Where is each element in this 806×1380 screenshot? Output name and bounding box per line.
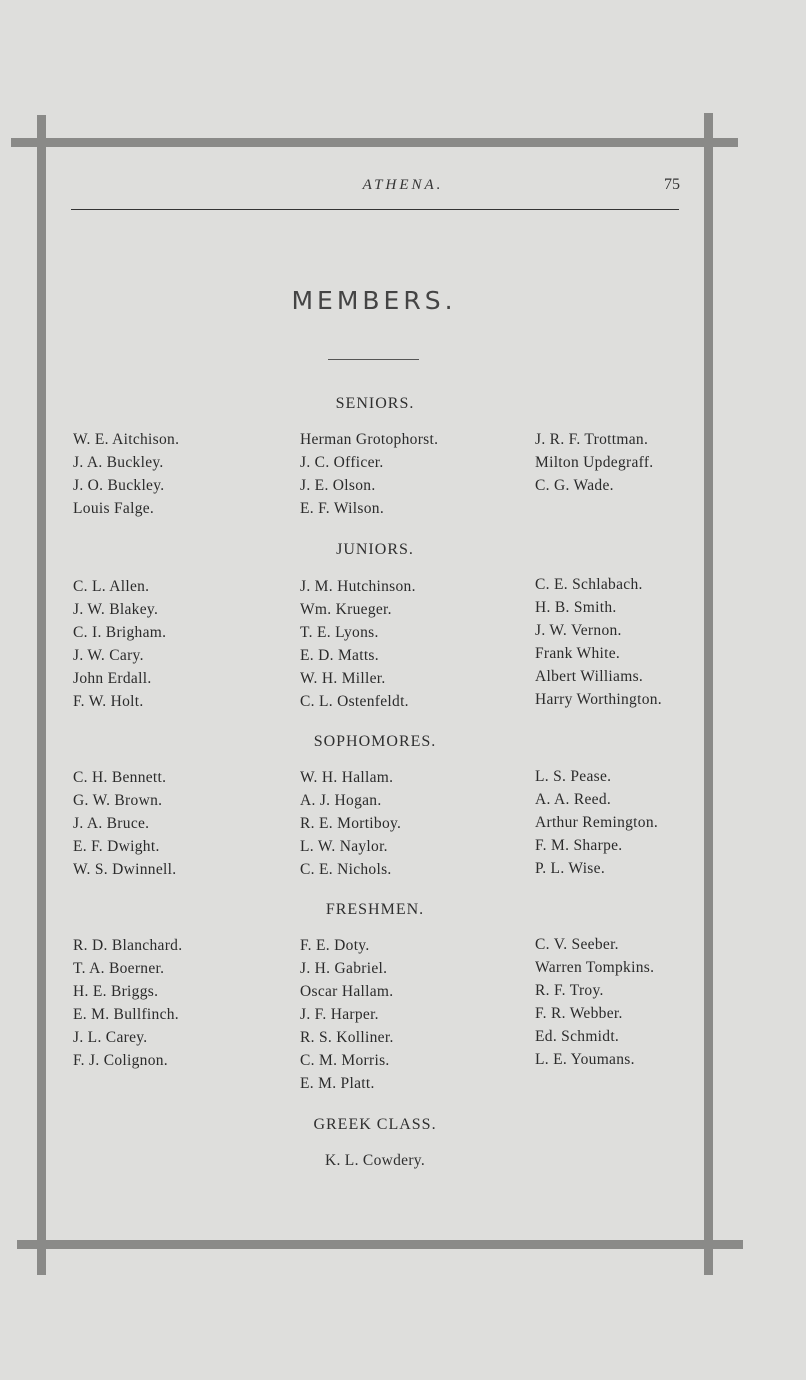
list-item: J. W. Cary.	[73, 647, 144, 664]
freshmen-column-2	[300, 934, 394, 1095]
section-heading-greek-class: GREEK CLASS.	[313, 1116, 437, 1133]
list-item: L. E. Youmans.	[535, 1051, 635, 1068]
list-item: Harry Worthington.	[535, 691, 662, 708]
list-item: E. M. Bullfinch.	[73, 1006, 179, 1023]
list-item: E. M. Platt.	[300, 1075, 375, 1092]
list-item: C. L. Ostenfeldt.	[300, 693, 409, 710]
seniors-column-3	[535, 428, 653, 497]
page-number: 75	[664, 176, 680, 193]
frame-top-rule	[11, 138, 738, 147]
list-item: W. H. Hallam.	[300, 769, 394, 786]
header-rule	[71, 209, 679, 210]
list-item: G. W. Brown.	[73, 792, 163, 809]
list-item: Warren Tompkins.	[535, 959, 655, 976]
list-item: Arthur Remington.	[535, 814, 659, 831]
sophomores-column-2	[300, 766, 401, 881]
list-item: W. S. Dwinnell.	[73, 861, 177, 878]
list-item: R. E. Mortiboy.	[300, 815, 402, 832]
list-item: E. F. Wilson.	[300, 500, 384, 517]
section-heading-seniors: SENIORS.	[335, 395, 415, 412]
section-heading-freshmen: FRESHMEN.	[325, 901, 425, 918]
list-item: Wm. Krueger.	[300, 601, 392, 618]
list-item: L. S. Pease.	[535, 768, 612, 785]
list-item: H. B. Smith.	[535, 599, 617, 616]
greek-class-member: K. L. Cowdery.	[324, 1152, 426, 1169]
list-item: R. D. Blanchard.	[73, 937, 183, 954]
list-item: W. H. Miller.	[300, 670, 386, 687]
list-item: Louis Falge.	[73, 500, 155, 517]
list-item: J. L. Carey.	[73, 1029, 148, 1046]
sophomores-column-3	[535, 765, 658, 880]
list-item: C. H. Bennett.	[73, 769, 167, 786]
list-item: A. J. Hogan.	[300, 792, 382, 809]
title-divider	[328, 359, 419, 360]
list-item: J. E. Olson.	[300, 477, 376, 494]
section-heading-juniors: JUNIORS.	[336, 541, 414, 558]
list-item: J. A. Bruce.	[73, 815, 150, 832]
freshmen-column-1	[73, 934, 182, 1072]
seniors-column-1	[73, 428, 179, 520]
list-item: T. A. Boerner.	[73, 960, 165, 977]
sophomores-column-1	[73, 766, 176, 881]
list-item: T. E. Lyons.	[300, 624, 379, 641]
list-item: A. A. Reed.	[535, 791, 612, 808]
page-title: MEMBERS.	[291, 286, 457, 315]
list-item: J. W. Blakey.	[73, 601, 159, 618]
list-item: P. L. Wise.	[535, 860, 605, 877]
list-item: C. E. Schlabach.	[535, 576, 643, 593]
list-item: Milton Updegraff.	[535, 454, 654, 471]
list-item: C. E. Nichols.	[300, 861, 392, 878]
list-item: C. G. Wade.	[535, 477, 614, 494]
juniors-column-2	[300, 575, 416, 713]
list-item: R. F. Troy.	[535, 982, 604, 999]
list-item: W. E. Aitchison.	[73, 431, 180, 448]
frame-bottom-rule	[17, 1240, 743, 1249]
list-item: Albert Williams.	[535, 668, 644, 685]
list-item: C. I. Brigham.	[73, 624, 167, 641]
list-item: C. M. Morris.	[300, 1052, 390, 1069]
list-item: J. F. Harper.	[300, 1006, 379, 1023]
list-item: F. E. Doty.	[300, 937, 370, 954]
list-item: F. J. Colignon.	[73, 1052, 168, 1069]
list-item: J. M. Hutchinson.	[300, 578, 416, 595]
list-item: F. M. Sharpe.	[535, 837, 623, 854]
list-item: J. C. Officer.	[300, 454, 384, 471]
section-heading-sophomores: SOPHOMORES.	[313, 733, 437, 750]
running-header-title: ATHENA.	[362, 177, 444, 193]
list-item: J. O. Buckley.	[73, 477, 165, 494]
list-item: C. L. Allen.	[73, 578, 150, 595]
list-item: J. W. Vernon.	[535, 622, 622, 639]
list-item: Frank White.	[535, 645, 621, 662]
list-item: F. W. Holt.	[73, 693, 144, 710]
list-item: E. D. Matts.	[300, 647, 379, 664]
list-item: R. S. Kolliner.	[300, 1029, 394, 1046]
list-item: F. R. Webber.	[535, 1005, 623, 1022]
list-item: Ed. Schmidt.	[535, 1028, 620, 1045]
list-item: Oscar Hallam.	[300, 983, 394, 1000]
seniors-column-2	[300, 428, 438, 520]
juniors-column-1	[73, 575, 166, 713]
list-item: H. E. Briggs.	[73, 983, 159, 1000]
list-item: E. F. Dwight.	[73, 838, 160, 855]
list-item: C. V. Seeber.	[535, 936, 619, 953]
freshmen-column-3	[535, 933, 654, 1071]
list-item: Herman Grotophorst.	[300, 431, 439, 448]
list-item: J. R. F. Trottman.	[535, 431, 649, 448]
list-item: J. A. Buckley.	[73, 454, 164, 471]
juniors-column-3	[535, 573, 662, 711]
list-item: J. H. Gabriel.	[300, 960, 388, 977]
list-item: John Erdall.	[73, 670, 152, 687]
list-item: L. W. Naylor.	[300, 838, 388, 855]
